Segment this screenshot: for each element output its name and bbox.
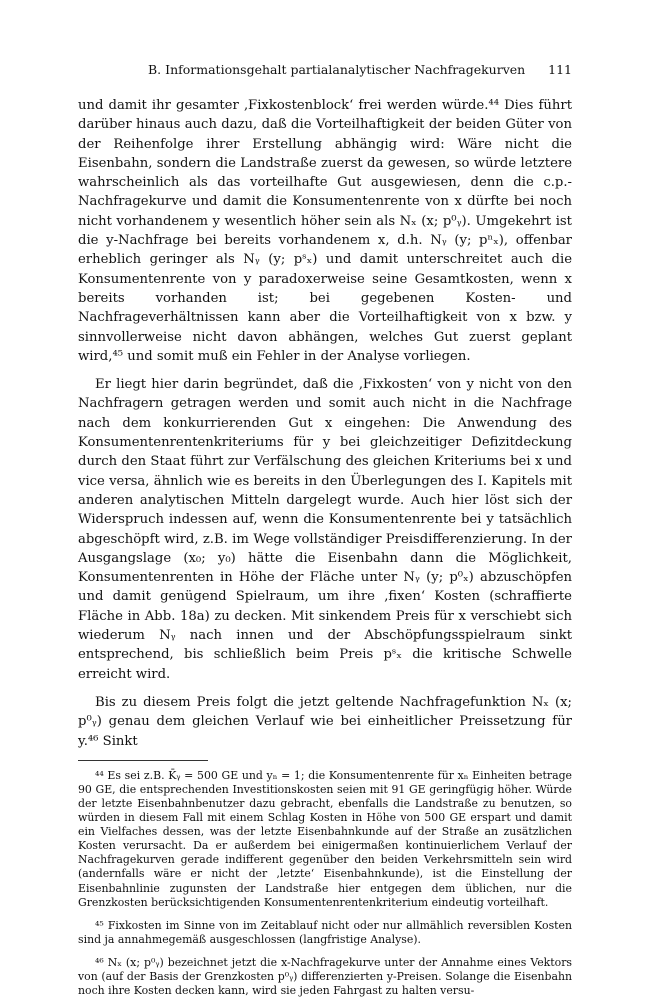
paragraph-1: und damit ihr gesamter ‚Fixkostenblock‘ frei werden würde.⁴⁴ Dies führt darüber hinaus auch dazu, daß die Vorteilhaftigkeit der beiden Güter von der Reihenfolge ihrer Erstellung abhängig wird: Wäre nicht die Eisenbahn, sondern die Landstraße zuerst da gewesen, so würde letztere wahrscheinlich als das vorteilhafte Gut ausgewiesen, denn die c.p.-Nachfragekurve und damit die Konsumentenrente von x dürfte bei noch nicht vorhandenem y wesentlich höher sein als Nₓ (x; p⁰ᵧ). Umgekehrt ist die y-Nachfrage bei bereits vorhandenem x, d.h. Nᵧ (y; pⁿₓ), offenbar erheblich geringer als Nᵧ (y; pˢₓ) und damit unterschreitet auch die Konsumentenrente von y paradoxerweise seine Gesamtkosten, wenn x bereits vorhanden ist; bei gegebenen Kosten- und Nachfrageverhältnissen kann aber die Vorteilhaftigkeit von x bzw. y sinnvollerweise nicht davon abhängen, welches Gut zuerst geplant wird,⁴⁵ und somit muß ein Fehler in der Analyse vorliegen. [78, 98, 572, 364]
paragraph-3: Bis zu diesem Preis folgt die jetzt geltende Nachfragefunktion Nₓ (x; p⁰ᵧ) genau dem gleichen Verlauf wie bei einheitlicher Preissetzung für y.⁴⁶ Sinkt [78, 694, 572, 749]
footnote-rule [78, 760, 208, 761]
running-head-title: B. Informationsgehalt partialanalytischer Nachfragekurven [148, 62, 526, 77]
footnote-46: ⁴⁶ Nₓ (x; p⁰ᵧ) bezeichnet jetzt die x-Nachfragekurve unter der Annahme eines Vektors von (auf der Basis der Grenzkosten p⁰ᵧ) differenzierten y-Preisen. Solange die Eisenbahn noch ihre Kosten decken kann, wird sie jeden Fahrgast zu halten versu- [78, 955, 572, 998]
main-text [78, 96, 572, 1007]
footnote-45: ⁴⁵ Fixkosten im Sinne von im Zeitablauf nicht oder nur allmählich reversiblen Kosten sind ja annahmegemäß ausgeschlossen (langfristige Analyse). [78, 918, 572, 946]
footnote-44: ⁴⁴ Es sei z.B. K̄ᵧ = 500 GE und yₙ = 1; die Konsumentenrente für xₙ Einheiten betrage 90 GE, die entsprechenden Investitionskosten seien mit 91 GE geringfügig höher. Würde der letzte Eisenbahnbenutzer dazu gebracht, ebenfalls die Landstraße zu benutzen, so würden in diesem Fall mit einem Schlag Kosten in Höhe von 500 GE erspart und damit ein Vielfaches dessen, was der letzte Eisenbahnkunde auf der Straße an zusätzlichen Kosten verursacht. Da er außerdem bei einigermaßen kontinuierlichem Verlauf der Nachfragekurven gerade indifferent gegenüber den beiden Verkehrsmitteln sein wird (andernfalls wäre er nicht der ‚letzte‘ Eisenbahnkunde), ist die Einstellung der Eisenbahnlinie zugunsten der Landstraße hier entgegen dem üblichen, nur die Grenzkosten berücksichtigenden Konsumentenrentenkriterium eindeutig vorteilhaft. [78, 768, 572, 909]
page-number: 111 [548, 62, 572, 77]
paragraph-2: Er liegt hier darin begründet, daß die ‚Fixkosten‘ von y nicht von den Nachfragern getragen werden und somit auch nicht in die Nachfrage nach dem konkurrierenden Gut x eingehen: Die Anwendung des Konsumentenrentenkriteriums für y bei gleichzeitiger Defizitdeckung durch den Staat führt zur Verfälschung des gleichen Kriteriums bei x und vice versa, ähnlich wie es bereits in den Überlegungen des I. Kapitels mit anderen analytischen Mitteln dargelegt wurde. Auch hier löst sich der Widerspruch indessen auf, wenn die Konsumentenrente bei y tatsächlich abgeschöpft wird, z.B. im Wege vollständiger Preisdifferenzierung. In der Ausgangslage (x₀; y₀) hätte die Eisenbahn dann die Möglichkeit, Konsumentenrenten in Höhe der Fläche unter Nᵧ (y; p⁰ₓ) abzuschöpfen und damit genügend Spielraum, um ihre ‚fixen‘ Kosten (schraffierte Fläche in Abb. 18a) zu decken. Mit sinkendem Preis für x verschiebt sich wiederum Nᵧ nach innen und der Abschöpfungsspielraum sinkt entsprechend, bis schließlich beim Preis pˢₓ die kritische Schwelle erreicht wird. [78, 377, 572, 682]
running-head [78, 62, 572, 82]
